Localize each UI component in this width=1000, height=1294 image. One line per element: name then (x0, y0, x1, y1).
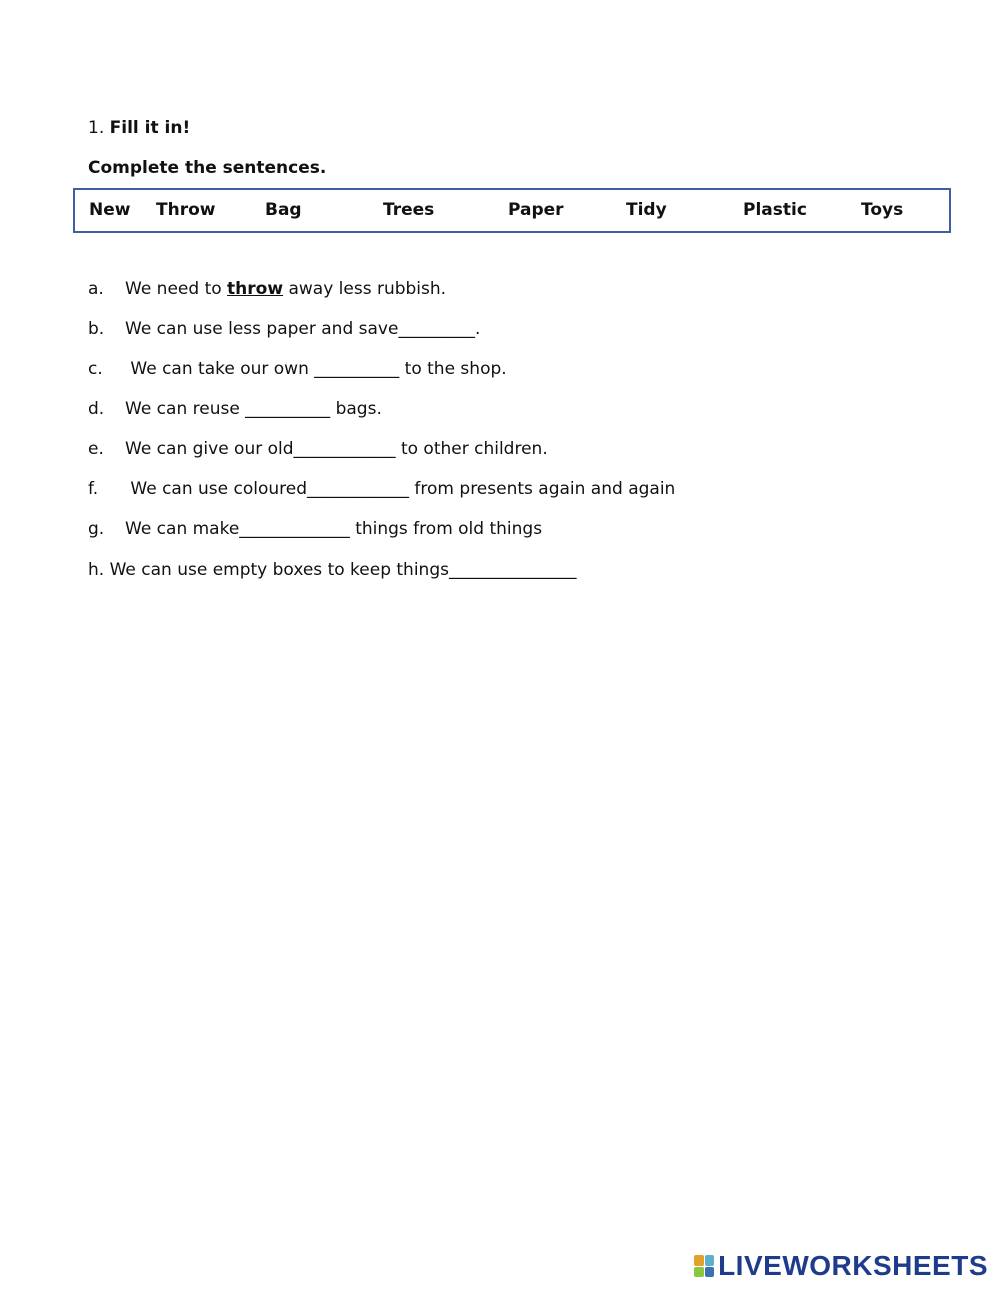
sentence-g (88, 519, 542, 539)
sentence-letter: e. (88, 439, 104, 459)
exercise-instruction: Complete the sentences. (88, 158, 327, 178)
sentence-letter: a. (88, 279, 104, 299)
sentence-letter: c. (88, 359, 103, 379)
word-bank-item: Trees (383, 200, 435, 220)
word-bank-box (73, 188, 951, 233)
exercise-title: Fill it in! (109, 118, 191, 138)
sentence-letter: h. (88, 560, 105, 580)
sentence-letter: g. (88, 519, 105, 539)
sentence-text: We need to (125, 279, 228, 299)
word-bank-item: Toys (861, 200, 904, 220)
logo-text: LIVEWORKSHEETS (718, 1250, 988, 1281)
word-bank-item: New (89, 200, 131, 220)
sentence-letter: d. (88, 399, 105, 419)
sentence-a (88, 279, 446, 299)
sentence-d (88, 399, 382, 419)
sentence-text[interactable]: We can give our old____________ to other children. (125, 439, 548, 459)
sentence-text: away less rubbish. (283, 279, 447, 299)
sentence-text[interactable]: We can use less paper and save_________. (125, 319, 481, 339)
sentence-text[interactable]: We can take our own __________ to the shop. (125, 359, 507, 379)
exercise-number: 1. (88, 118, 105, 138)
logo-blocks-icon (694, 1255, 714, 1277)
word-bank-item: Plastic (743, 200, 807, 220)
sentence-f (88, 479, 675, 499)
sentence-text[interactable]: We can reuse __________ bags. (125, 399, 382, 419)
sentence-text[interactable]: We can use coloured____________ from presents again and again (125, 479, 676, 499)
answer-blank[interactable]: throw (227, 279, 284, 299)
sentence-text[interactable]: We can use empty boxes to keep things_______________ (109, 560, 577, 580)
word-bank-item: Tidy (626, 200, 667, 220)
sentence-letter: f. (88, 479, 99, 499)
exercise-heading (88, 118, 190, 138)
sentence-b (88, 319, 480, 339)
sentence-text[interactable]: We can make_____________ things from old things (125, 519, 543, 539)
liveworksheets-logo (694, 1250, 988, 1282)
word-bank-item: Throw (156, 200, 216, 220)
word-bank-item: Bag (265, 200, 302, 220)
word-bank-item: Paper (508, 200, 564, 220)
sentence-h (88, 560, 576, 580)
sentence-c (88, 359, 507, 379)
sentence-e (88, 439, 548, 459)
sentence-letter: b. (88, 319, 105, 339)
